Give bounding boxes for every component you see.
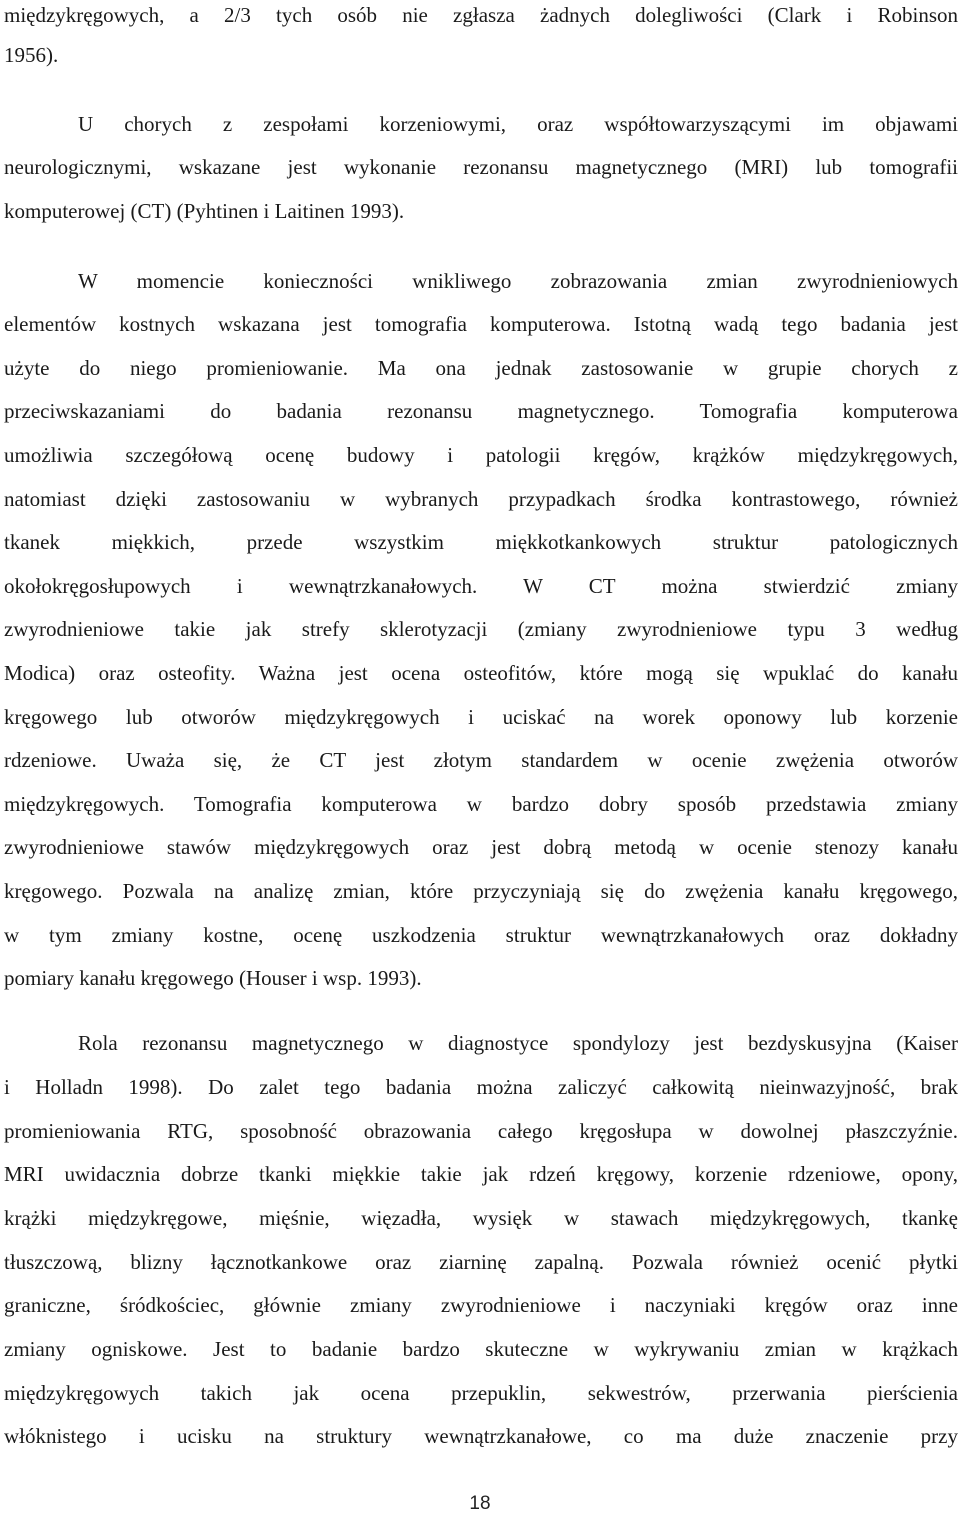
text-line: międzykręgowych. Tomografia komputerowa w bardzo dobry sposób przedstawia zmiany bbox=[4, 792, 958, 816]
text-line: zmiany ogniskowe. Jest to badanie bardzo skuteczne w wykrywaniu zmian w krążkach bbox=[4, 1337, 958, 1361]
text-line: krążki międzykręgowe, mięśnie, więzadła, wysięk w stawach międzykręgowych, tkankę bbox=[4, 1206, 958, 1230]
text-line: zwyrodnieniowe stawów międzykręgowych oraz jest dobrą metodą w ocenie stenozy kanału bbox=[4, 835, 958, 859]
text-line: włóknistego i ucisku na struktury wewnątrzkanałowe, co ma duże znaczenie przy bbox=[4, 1424, 958, 1448]
text-line: zwyrodnieniowe takie jak strefy sklerotyzacji (zmiany zwyrodnieniowe typu 3 według bbox=[4, 617, 958, 641]
text-line: Modica) oraz osteofity. Ważna jest ocena osteofitów, które mogą się wpuklać do kanału bbox=[4, 661, 958, 685]
text-line: 1956). bbox=[4, 43, 59, 67]
page-number: 18 bbox=[469, 1493, 491, 1514]
text-line: natomiast dzięki zastosowaniu w wybranych przypadkach środka kontrastowego, również bbox=[4, 487, 958, 511]
text-line: promieniowania RTG, sposobność obrazowania całego kręgosłupa w dowolnej płaszczyźnie. bbox=[4, 1119, 958, 1143]
text-line: Rola rezonansu magnetycznego w diagnostyce spondylozy jest bezdyskusyjna (Kaiser bbox=[78, 1031, 958, 1055]
text-line: tkanek miękkich, przede wszystkim miękkotkankowych struktur patologicznych bbox=[4, 530, 958, 554]
text-line: MRI uwidacznia dobrze tkanki miękkie takie jak rdzeń kręgowy, korzenie rdzeniowe, opony, bbox=[4, 1162, 958, 1186]
text-line: tłuszczową, blizny łącznotkankowe oraz ziarninę zapalną. Pozwala również ocenić płytki bbox=[4, 1250, 958, 1274]
text-line: neurologicznymi, wskazane jest wykonanie rezonansu magnetycznego (MRI) lub tomografii bbox=[4, 155, 958, 179]
text-line: w tym zmiany kostne, ocenę uszkodzenia struktur wewnątrzkanałowych oraz dokładny bbox=[4, 923, 958, 947]
text-line: kręgowego. Pozwala na analizę zmian, które przyczyniają się do zwężenia kanału kręgowego, bbox=[4, 879, 958, 903]
text-line: umożliwia szczegółową ocenę budowy i patologii kręgów, krążków międzykręgowych, bbox=[4, 443, 958, 467]
text-line: rdzeniowe. Uważa się, że CT jest złotym standardem w ocenie zwężenia otworów bbox=[4, 748, 958, 772]
text-line: okołokręgosłupowych i wewnątrzkanałowych. W CT można stwierdzić zmiany bbox=[4, 574, 958, 598]
text-line: międzykręgowych, a 2/3 tych osób nie zgłasza żadnych dolegliwości (Clark i Robinson bbox=[4, 3, 958, 27]
text-line: pomiary kanału kręgowego (Houser i wsp. 1993). bbox=[4, 966, 422, 990]
text-line: W momencie konieczności wnikliwego zobrazowania zmian zwyrodnieniowych bbox=[78, 269, 958, 293]
text-line: U chorych z zespołami korzeniowymi, oraz współtowarzyszącymi im objawami bbox=[78, 112, 958, 136]
text-line: komputerowej (CT) (Pyhtinen i Laitinen 1993). bbox=[4, 199, 405, 223]
text-line: międzykręgowych takich jak ocena przepuklin, sekwestrów, przerwania pierścienia bbox=[4, 1381, 958, 1405]
text-line: użyte do niego promieniowanie. Ma ona jednak zastosowanie w grupie chorych z bbox=[4, 356, 958, 380]
text-line: przeciwskazaniami do badania rezonansu magnetycznego. Tomografia komputerowa bbox=[4, 399, 958, 423]
text-line: elementów kostnych wskazana jest tomografia komputerowa. Istotną wadą tego badania jest bbox=[4, 312, 958, 336]
text-line: i Holladn 1998). Do zalet tego badania można zaliczyć całkowitą nieinwazyjność, brak bbox=[4, 1075, 958, 1099]
text-line: graniczne, śródkościec, głównie zmiany zwyrodnieniowe i naczyniaki kręgów oraz inne bbox=[4, 1293, 958, 1317]
text-line: kręgowego lub otworów międzykręgowych i uciskać na worek oponowy lub korzenie bbox=[4, 705, 958, 729]
